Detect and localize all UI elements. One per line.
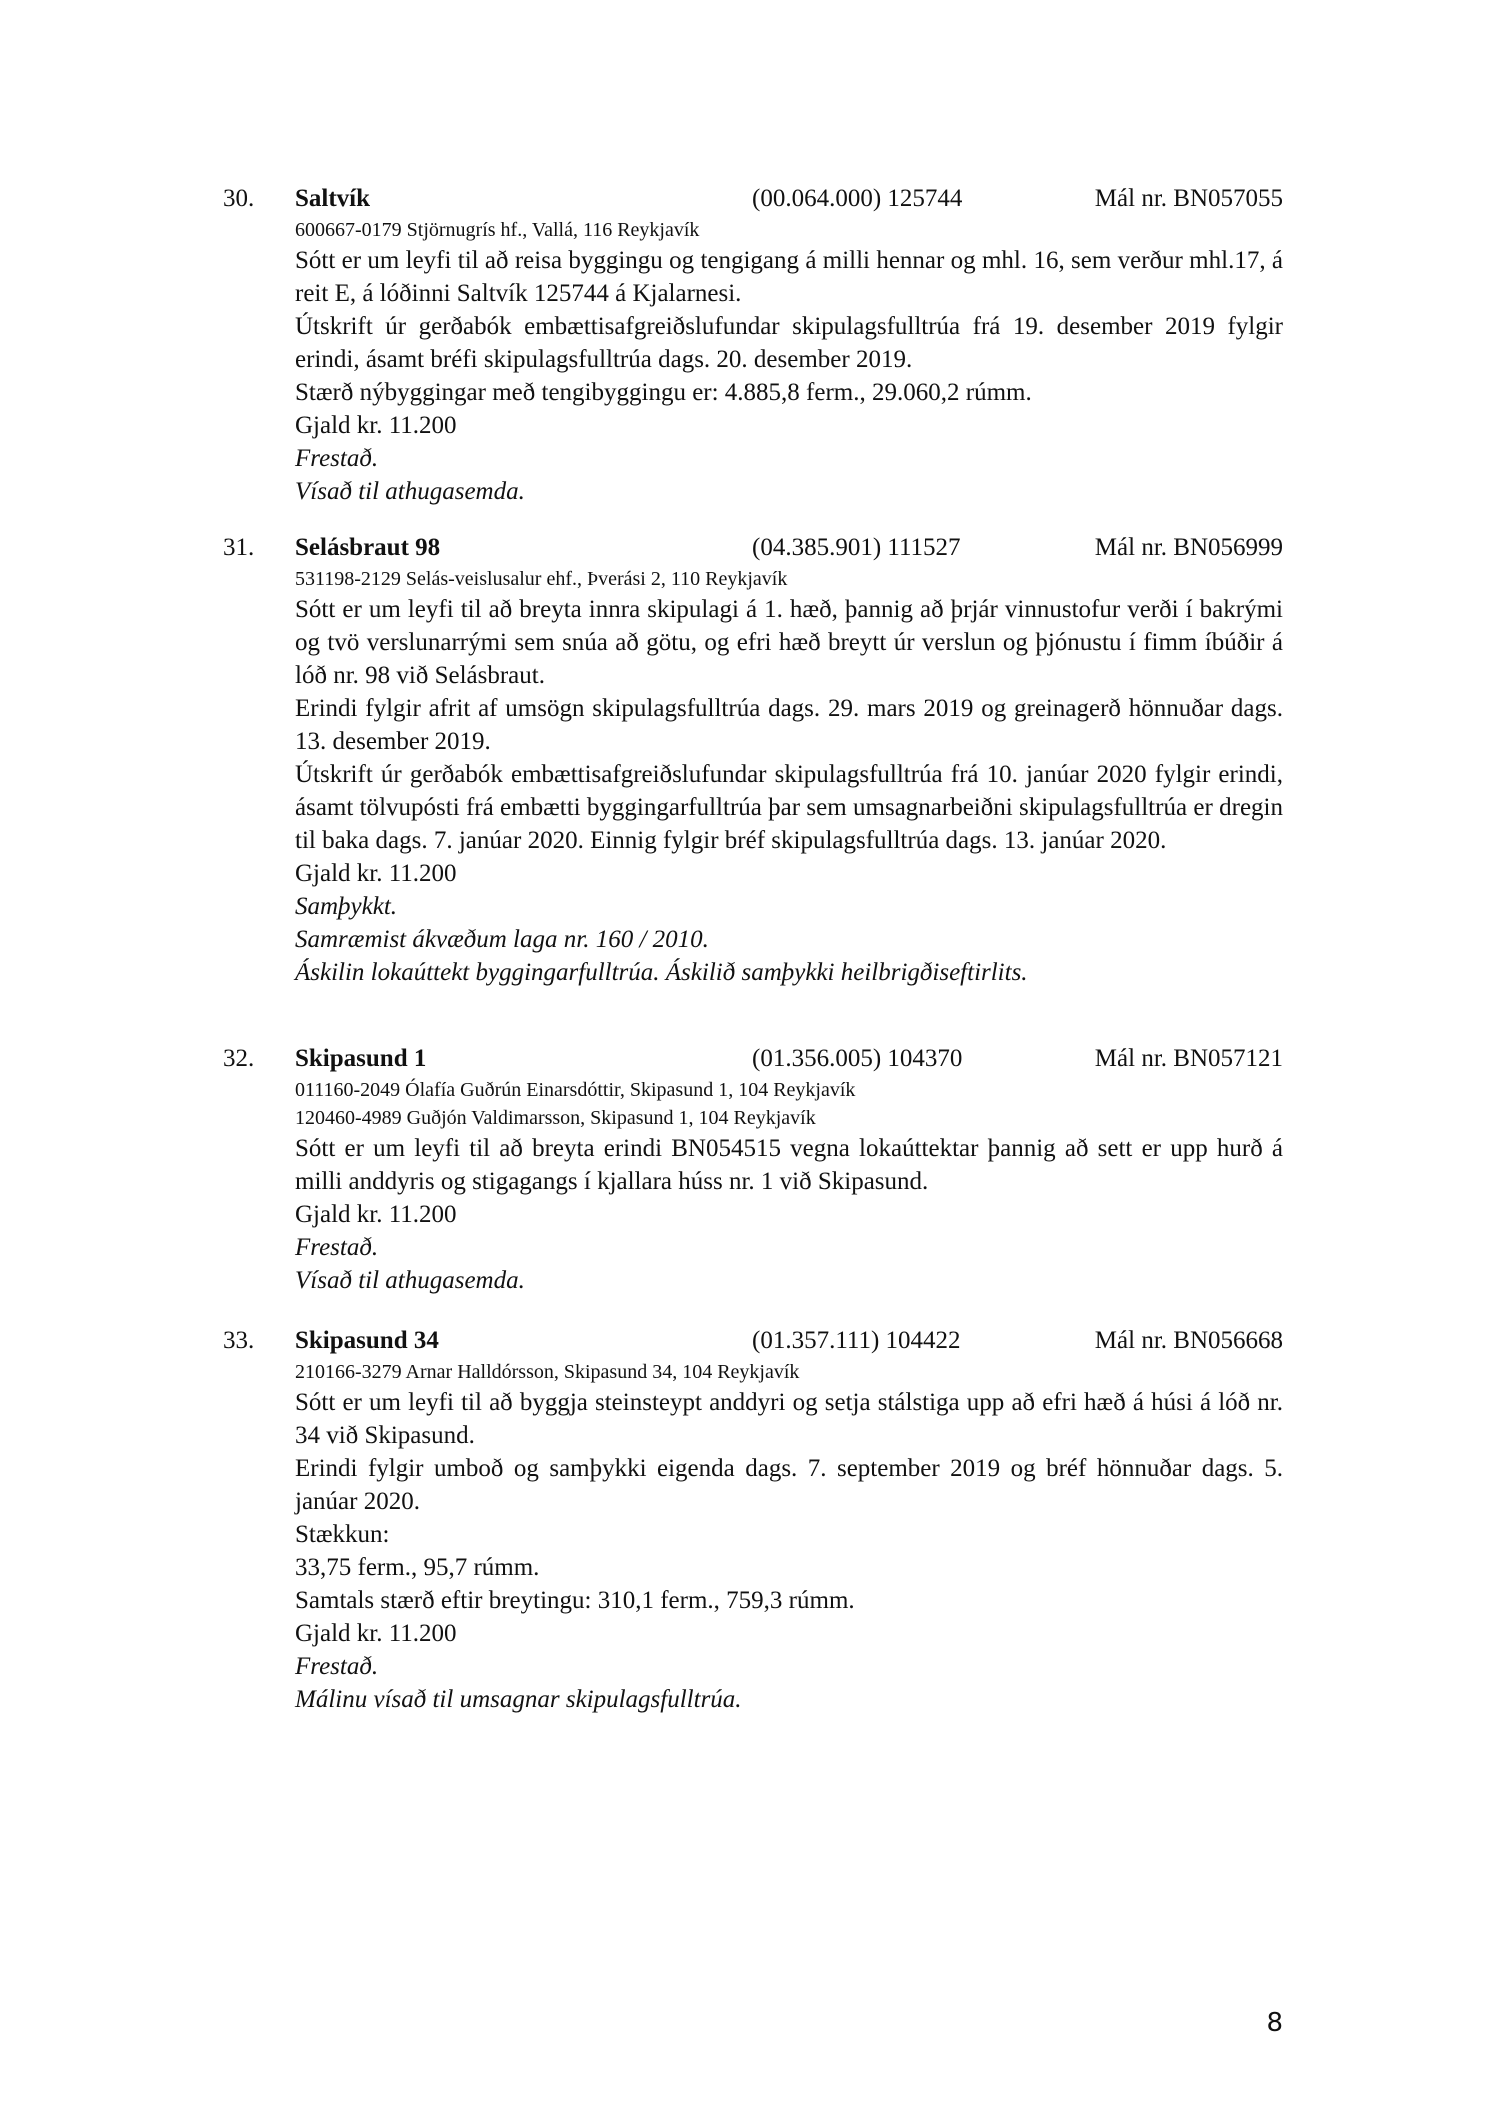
description-line: Sótt er um leyfi til að byggja steinsteypt anddyri og setja stálstiga upp að efri hæð á húsi á lóð nr. 34 við Skipasund. [295,1389,1283,1449]
entry-land-reference: (04.385.901) 111527 [752,534,961,561]
description-line: Útskrift úr gerðabók embættisafgreiðslufundar skipulagsfulltrúa frá 10. janúar 2020 fylgir erindi, ásamt tölvupósti frá embætti byggingarfulltrúa þar sem umsagnarbeiðni skipulagsfulltrúa er dregin til baka dags. 7. janúar 2020. Einnig fylgir bréf skipulagsfulltrúa dags. 13. janúar 2020. [295,761,1283,854]
case-entry-32 [223,1042,1283,1297]
description-line: Sótt er um leyfi til að reisa byggingu og tengigang á milli hennar og mhl. 16, sem verður mhl.17, á reit E, á lóðinni Saltvík 125744 á Kjalarnesi. [295,247,1283,307]
page-number: 8 [1266,2008,1283,2038]
case-entry-30 [223,182,1283,508]
entry-case-number: Mál nr. BN057055 [1094,185,1283,212]
description-line: Útskrift úr gerðabók embættisafgreiðslufundar skipulagsfulltrúa frá 19. desember 2019 fylgir erindi, ásamt bréfi skipulagsfulltrúa dags. 20. desember 2019. [295,313,1283,373]
description-line: Erindi fylgir umboð og samþykki eigenda dags. 7. september 2019 og bréf hönnuðar dags. 5. janúar 2020. [295,1455,1283,1515]
entry-case-number: Mál nr. BN057121 [1094,1045,1283,1072]
entry-header [223,531,1283,565]
entry-body [295,1076,1283,1297]
applicant-line: 120460-4989 Guðjón Valdimarsson, Skipasund 1, 104 Reykjavík [295,1107,816,1129]
entry-body [295,216,1283,508]
applicant-line: 531198-2129 Selás-veislusalur ehf., Þverási 2, 110 Reykjavík [295,568,788,590]
entry-body [295,1358,1283,1716]
decision-line: Frestað. [295,1234,379,1261]
entry-number: 33. [223,1327,255,1354]
case-entry-33 [223,1324,1283,1716]
description-line: Erindi fylgir afrit af umsögn skipulagsfulltrúa dags. 29. mars 2019 og greinagerð hönnuðar dags. 13. desember 2019. [295,695,1283,755]
decision-line: Frestað. [295,445,379,472]
decision-line: Áskilin lokaúttekt byggingarfulltrúa. Áskilið samþykki heilbrigðiseftirlits. [295,959,1028,986]
entry-address: Saltvík [295,185,371,212]
entry-land-reference: (00.064.000) 125744 [752,185,963,212]
decision-line: Samþykkt. [295,893,398,920]
decision-line: Frestað. [295,1653,379,1680]
entry-address: Selásbraut 98 [295,534,441,561]
entry-number: 30. [223,185,255,212]
entry-case-number: Mál nr. BN056999 [1094,534,1283,561]
fee-line: Gjald kr. 11.200 [295,412,457,439]
description-line: Stærð nýbyggingar með tengibyggingu er: 4.885,8 ferm., 29.060,2 rúmm. [295,379,1032,406]
entry-land-reference: (01.356.005) 104370 [752,1045,963,1072]
decision-line: Samræmist ákvæðum laga nr. 160 / 2010. [295,926,709,953]
entry-header [223,1324,1283,1358]
applicant-line: 210166-3279 Arnar Halldórsson, Skipasund 34, 104 Reykjavík [295,1361,800,1383]
entry-land-reference: (01.357.111) 104422 [752,1327,961,1354]
entry-address: Skipasund 34 [295,1327,439,1354]
entry-header [223,182,1283,216]
applicant-line: 600667-0179 Stjörnugrís hf., Vallá, 116 Reykjavík [295,219,700,241]
case-entry-31 [223,531,1283,989]
description-line: Sótt er um leyfi til að breyta erindi BN054515 vegna lokaúttektar þannig að sett er upp hurð á milli anddyris og stigagangs í kjallara húss nr. 1 við Skipasund. [295,1135,1283,1195]
decision-line: Vísað til athugasemda. [295,478,525,505]
applicant-line: 011160-2049 Ólafía Guðrún Einarsdóttir, Skipasund 1, 104 Reykjavík [295,1079,856,1101]
entry-number: 32. [223,1045,255,1072]
decision-line: Málinu vísað til umsagnar skipulagsfulltrúa. [295,1686,742,1713]
entry-case-number: Mál nr. BN056668 [1094,1327,1283,1354]
fee-line: Gjald kr. 11.200 [295,1620,457,1647]
entry-body [295,565,1283,989]
decision-line: Vísað til athugasemda. [295,1267,525,1294]
entry-address: Skipasund 1 [295,1045,427,1072]
description-line: Samtals stærð eftir breytingu: 310,1 ferm., 759,3 rúmm. [295,1587,855,1614]
description-line: Stækkun: [295,1521,390,1548]
entry-number: 31. [223,534,255,561]
description-line: 33,75 ferm., 95,7 rúmm. [295,1554,540,1581]
description-line: Sótt er um leyfi til að breyta innra skipulagi á 1. hæð, þannig að þrjár vinnustofur verði í bakrými og tvö verslunarrými sem snúa að götu, og efri hæð breytt úr verslun og þjónustu í fimm íbúðir á lóð nr. 98 við Selásbraut. [295,596,1283,689]
fee-line: Gjald kr. 11.200 [295,860,457,887]
fee-line: Gjald kr. 11.200 [295,1201,457,1228]
entry-header [223,1042,1283,1076]
